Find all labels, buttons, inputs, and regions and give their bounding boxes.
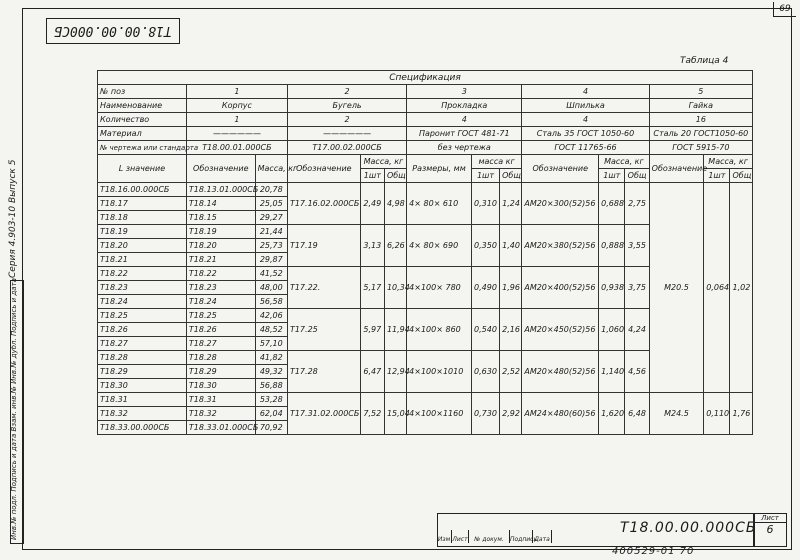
row-designation: Т18.23 [98, 281, 187, 295]
group-gasket-mass-total: 1,96 [500, 267, 522, 309]
row-body-mass: 20,78 [255, 183, 287, 197]
pos-3: 3 [407, 85, 522, 99]
row-body-mass: 56,88 [255, 379, 287, 393]
specification-table [97, 70, 753, 435]
nut-mass-total: 1,76 [730, 393, 753, 435]
group-stud-mass-total: 6,48 [625, 393, 649, 435]
group-stud-mass-one: 1,140 [599, 351, 625, 393]
row-names [98, 99, 753, 113]
side-stamp-column [10, 280, 24, 544]
row-designation: Т18.32 [98, 407, 187, 421]
group-stud-mass-total: 4,56 [625, 351, 649, 393]
group-bugel-mass-one: 5,97 [360, 309, 384, 351]
std-3: без чертежа [407, 141, 522, 155]
row-body-oboz: Т18.23 [186, 281, 255, 295]
group-gasket-mass-total: 1,24 [500, 183, 522, 225]
group-gasket-size: 4×100×1160 [407, 393, 472, 435]
row-designation: Т18.30 [98, 379, 187, 393]
h-one-4: 1шт [599, 169, 625, 183]
h-one-3: 1шт [471, 169, 499, 183]
h-tot-3: Общ [500, 169, 522, 183]
mat-3: Паронит ГОСТ 481-71 [407, 127, 522, 141]
series-text: Серия 4.903-10 Выпуск 5 [8, 159, 18, 278]
group-gasket-size: 4× 80× 610 [407, 183, 472, 225]
row-designation: Т18.31 [98, 393, 187, 407]
group-gasket-size: 4×100× 860 [407, 309, 472, 351]
name-4: Шпилька [522, 99, 649, 113]
group-bugel-oboz: Т17.19 [287, 225, 360, 267]
title-block-code: Т18.00.00.000СБ [620, 520, 757, 536]
row-body-oboz: Т18.26 [186, 323, 255, 337]
nut-mass-total: 1,02 [730, 183, 753, 393]
row-designation: Т18.26 [98, 323, 187, 337]
group-stud-oboz: АМ20×480(52)56 [522, 351, 599, 393]
sheet-value: 6 [766, 523, 774, 536]
row-body-mass: 25,73 [255, 239, 287, 253]
row-body-oboz: Т18.27 [186, 337, 255, 351]
row-subheader-1 [98, 155, 753, 169]
group-bugel-mass-one: 3,13 [360, 225, 384, 267]
h-oboz-1: Обозначение [186, 155, 255, 183]
group-stud-mass-one: 0,888 [599, 225, 625, 267]
row-designation: Т18.25 [98, 309, 187, 323]
qty-3: 4 [407, 113, 522, 127]
row-designation: Т18.28 [98, 351, 187, 365]
group-gasket-mass-total: 2,92 [500, 393, 522, 435]
tb-col-list: Лист [452, 530, 469, 543]
spec-title: Спецификация [98, 71, 753, 85]
pos-1: 1 [186, 85, 287, 99]
title-block-grid [437, 530, 552, 543]
mat-1: —————— [186, 127, 287, 141]
row-body-oboz: Т18.29 [186, 365, 255, 379]
pos-label: № поз [98, 85, 187, 99]
name-2: Бугель [287, 99, 406, 113]
h-one-5: 1шт [704, 169, 730, 183]
row-body-mass: 48,52 [255, 323, 287, 337]
row-designation: Т18.18 [98, 211, 187, 225]
row-body-mass: 41,52 [255, 267, 287, 281]
mat-4: Сталь 35 ГОСТ 1050-60 [522, 127, 649, 141]
group-stud-mass-total: 4,24 [625, 309, 649, 351]
row-body-oboz: Т18.14 [186, 197, 255, 211]
group-gasket-mass-total: 2,52 [500, 351, 522, 393]
page-corner-number: 69 [773, 2, 796, 17]
tb-col-date: Дата [533, 530, 552, 543]
qty-5: 16 [649, 113, 752, 127]
row-standard [98, 141, 753, 155]
group-gasket-mass-one: 0,310 [471, 183, 499, 225]
group-stud-oboz: АМ20×400(52)56 [522, 267, 599, 309]
group-gasket-mass-total: 2,16 [500, 309, 522, 351]
row-designation: Т18.16.00.000СБ [98, 183, 187, 197]
std-1: Т18.00.01.000СБ [186, 141, 287, 155]
group-gasket-size: 4×100× 780 [407, 267, 472, 309]
h-razm: Размеры, мм [407, 155, 472, 183]
row-body-mass: 41,82 [255, 351, 287, 365]
h-oboz-5: Обозначение [649, 155, 704, 183]
row-body-oboz: Т18.24 [186, 295, 255, 309]
group-bugel-mass-total: 4,98 [384, 183, 406, 225]
mat-2: —————— [287, 127, 406, 141]
std-5: ГОСТ 5915-70 [649, 141, 752, 155]
group-bugel-mass-one: 6,47 [360, 351, 384, 393]
row-body-oboz: Т18.19 [186, 225, 255, 239]
h-massa-4: Масса, кг [599, 155, 650, 169]
row-body-mass: 42,06 [255, 309, 287, 323]
group-stud-mass-total: 3,75 [625, 267, 649, 309]
row-body-mass: 48,00 [255, 281, 287, 295]
tb-col-izm: Изм [437, 530, 452, 543]
group-bugel-mass-total: 10,34 [384, 267, 406, 309]
sheet-box [753, 513, 787, 547]
h-tot-2: Общ [384, 169, 406, 183]
row-body-mass: 53,28 [255, 393, 287, 407]
group-gasket-mass-one: 0,540 [471, 309, 499, 351]
designation-label: L значение [98, 155, 187, 183]
mat-label: Материал [98, 127, 187, 141]
bottom-number: 400529-01 70 [612, 546, 695, 557]
group-gasket-mass-one: 0,730 [471, 393, 499, 435]
name-5: Гайка [649, 99, 752, 113]
row-body-oboz: Т18.15 [186, 211, 255, 225]
group-bugel-oboz: Т17.25 [287, 309, 360, 351]
h-massa-1: Масса, кг [255, 155, 287, 183]
table-row [98, 393, 753, 407]
row-material [98, 127, 753, 141]
row-body-oboz: Т18.28 [186, 351, 255, 365]
group-bugel-mass-total: 6,26 [384, 225, 406, 267]
std-label: № чертежа или стандарта [98, 141, 187, 155]
row-body-oboz: Т18.13.01.000СБ [186, 183, 255, 197]
row-body-mass: 25,05 [255, 197, 287, 211]
nut-oboz: М20.5 [649, 183, 704, 393]
row-body-mass: 62,04 [255, 407, 287, 421]
pos-2: 2 [287, 85, 406, 99]
row-designation: Т18.27 [98, 337, 187, 351]
group-bugel-mass-total: 11,94 [384, 309, 406, 351]
group-bugel-mass-one: 5,17 [360, 267, 384, 309]
group-gasket-size: 4×100×1010 [407, 351, 472, 393]
row-designation: Т18.21 [98, 253, 187, 267]
row-body-oboz: Т18.32 [186, 407, 255, 421]
group-stud-oboz: АМ24×480(60)56 [522, 393, 599, 435]
h-oboz-2: Обозначение [287, 155, 360, 183]
group-gasket-mass-one: 0,630 [471, 351, 499, 393]
row-designation: Т18.17 [98, 197, 187, 211]
tb-col-sign: Подпись [510, 530, 533, 543]
name-label: Наименование [98, 99, 187, 113]
name-1: Корпус [186, 99, 287, 113]
name-3: Прокладка [407, 99, 522, 113]
row-body-mass: 29,87 [255, 253, 287, 267]
side-stamp-text: Инв.№ подл. Подпись и дата Взам. инв.№ Инв.№ дубл. Подпись и дата [10, 278, 18, 540]
group-bugel-mass-one: 7,52 [360, 393, 384, 435]
row-body-oboz: Т18.25 [186, 309, 255, 323]
group-stud-mass-one: 1,060 [599, 309, 625, 351]
group-gasket-mass-one: 0,490 [471, 267, 499, 309]
row-designation: Т18.19 [98, 225, 187, 239]
qty-2: 2 [287, 113, 406, 127]
row-body-mass: 21,44 [255, 225, 287, 239]
h-oboz-4: Обозначение [522, 155, 599, 183]
row-body-oboz: Т18.20 [186, 239, 255, 253]
row-body-oboz: Т18.21 [186, 253, 255, 267]
row-designation: Т18.29 [98, 365, 187, 379]
nut-mass-one: 0,110 [704, 393, 730, 435]
group-bugel-mass-total: 12,94 [384, 351, 406, 393]
row-qty [98, 113, 753, 127]
row-body-oboz: Т18.22 [186, 267, 255, 281]
pos-4: 4 [522, 85, 649, 99]
group-gasket-mass-one: 0,350 [471, 225, 499, 267]
group-stud-mass-one: 1,620 [599, 393, 625, 435]
row-body-mass: 56,58 [255, 295, 287, 309]
group-bugel-oboz: Т17.22. [287, 267, 360, 309]
h-massa-5: Масса, кг [704, 155, 753, 169]
row-designation: Т18.20 [98, 239, 187, 253]
group-gasket-mass-total: 1,40 [500, 225, 522, 267]
mat-5: Сталь 20 ГОСТ1050-60 [649, 127, 752, 141]
group-stud-oboz: АМ20×450(52)56 [522, 309, 599, 351]
row-body-mass: 70,92 [255, 421, 287, 435]
std-2: Т17.00.02.000СБ [287, 141, 406, 155]
h-one-2: 1шт [360, 169, 384, 183]
group-gasket-size: 4× 80× 690 [407, 225, 472, 267]
sheet-label: Лист [754, 514, 786, 523]
group-stud-mass-total: 2,75 [625, 183, 649, 225]
table-label: Таблица 4 [680, 56, 729, 66]
h-tot-4: Общ [625, 169, 649, 183]
qty-4: 4 [522, 113, 649, 127]
row-body-oboz: Т18.31 [186, 393, 255, 407]
group-bugel-oboz: Т17.16.02.000СБ [287, 183, 360, 225]
qty-1: 1 [186, 113, 287, 127]
row-designation: Т18.24 [98, 295, 187, 309]
group-stud-mass-total: 3,55 [625, 225, 649, 267]
group-stud-mass-one: 0,688 [599, 183, 625, 225]
spec-body [98, 183, 753, 435]
group-stud-oboz: АМ20×300(52)56 [522, 183, 599, 225]
group-bugel-mass-total: 15,04 [384, 393, 406, 435]
qty-label: Количество [98, 113, 187, 127]
pos-5: 5 [649, 85, 752, 99]
nut-oboz: М24.5 [649, 393, 704, 435]
h-tot-5: Общ [730, 169, 753, 183]
row-body-mass: 49,32 [255, 365, 287, 379]
group-stud-oboz: АМ20×380(52)56 [522, 225, 599, 267]
std-4: ГОСТ 11765-66 [522, 141, 649, 155]
row-designation: Т18.33.00.000СБ [98, 421, 187, 435]
group-bugel-oboz: Т17.28 [287, 351, 360, 393]
table-row [98, 183, 753, 197]
group-bugel-mass-one: 2,49 [360, 183, 384, 225]
row-body-mass: 57,10 [255, 337, 287, 351]
row-body-mass: 29,27 [255, 211, 287, 225]
rotated-stamp: Т18.00.00.000СБ [46, 18, 180, 44]
group-stud-mass-one: 0,938 [599, 267, 625, 309]
tb-col-doc: № докум. [469, 530, 510, 543]
h-massa-3: масса кг [471, 155, 522, 169]
row-body-oboz: Т18.30 [186, 379, 255, 393]
nut-mass-one: 0,064 [704, 183, 730, 393]
group-bugel-oboz: Т17.31.02.000СБ [287, 393, 360, 435]
row-designation: Т18.22 [98, 267, 187, 281]
row-positions [98, 85, 753, 99]
h-massa-2: Масса, кг [360, 155, 406, 169]
row-body-oboz: Т18.33.01.000СБ [186, 421, 255, 435]
